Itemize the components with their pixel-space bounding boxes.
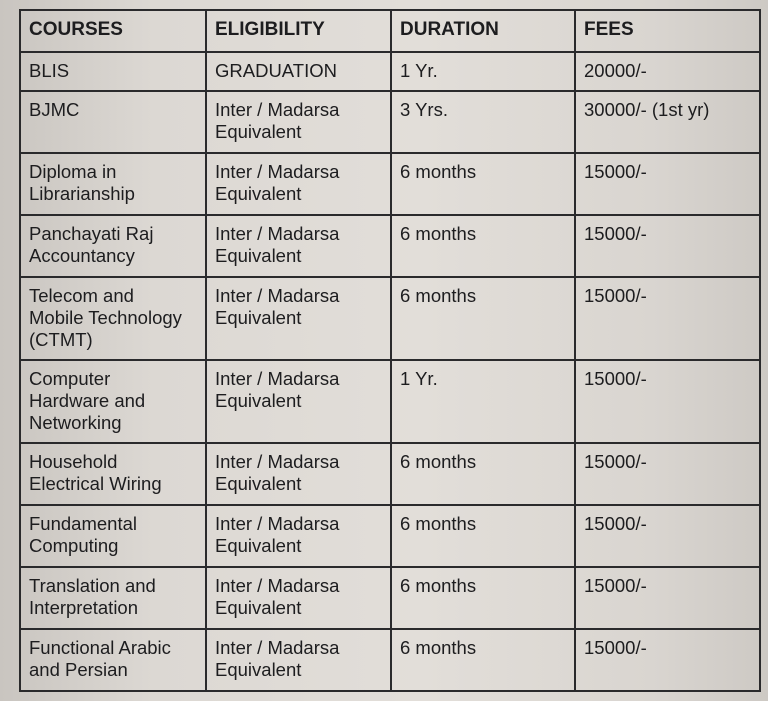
table-row	[20, 505, 760, 567]
course-cell	[20, 52, 206, 91]
duration-value: 6 months	[400, 285, 477, 306]
eligibility-cell	[206, 91, 391, 153]
fees-value: 15000/-	[584, 637, 647, 658]
eligibility-value: Inter / Madarsa Equivalent	[215, 99, 340, 142]
duration-value: 6 months	[400, 637, 477, 658]
courses-table	[19, 9, 761, 692]
fees-cell	[575, 505, 760, 567]
course-name: BLIS	[29, 60, 70, 81]
duration-value: 1 Yr.	[400, 60, 438, 81]
duration-cell	[391, 567, 575, 629]
course-cell	[20, 505, 206, 567]
duration-cell	[391, 360, 575, 443]
table-row	[20, 443, 760, 505]
eligibility-value: Inter / Madarsa Equivalent	[215, 368, 340, 411]
header-row	[20, 10, 760, 52]
course-cell	[20, 277, 206, 360]
duration-cell	[391, 277, 575, 360]
eligibility-cell	[206, 52, 391, 91]
fees-value: 30000/- (1st yr)	[584, 99, 710, 120]
fees-value: 15000/-	[584, 575, 647, 596]
header-fees: FEES	[575, 10, 760, 52]
eligibility-value: Inter / Madarsa Equivalent	[215, 637, 340, 680]
table-row	[20, 360, 760, 443]
course-name: Translation and Interpretation	[29, 575, 156, 618]
duration-value: 3 Yrs.	[400, 99, 448, 120]
duration-cell	[391, 505, 575, 567]
eligibility-value: Inter / Madarsa Equivalent	[215, 161, 340, 204]
course-name: Computer Hardware and Networking	[29, 368, 146, 433]
duration-value: 6 months	[400, 451, 477, 472]
fees-value: 15000/-	[584, 368, 647, 389]
duration-cell	[391, 91, 575, 153]
table-row	[20, 91, 760, 153]
fees-cell	[575, 277, 760, 360]
eligibility-value: Inter / Madarsa Equivalent	[215, 285, 340, 328]
duration-value: 1 Yr.	[400, 368, 438, 389]
header-duration: DURATION	[391, 10, 575, 52]
eligibility-value: Inter / Madarsa Equivalent	[215, 451, 340, 494]
fees-cell	[575, 215, 760, 277]
eligibility-cell	[206, 360, 391, 443]
eligibility-cell	[206, 443, 391, 505]
course-name: Functional Arabic and Persian	[29, 637, 171, 680]
fees-value: 15000/-	[584, 513, 647, 534]
table-row	[20, 215, 760, 277]
eligibility-value: GRADUATION	[215, 60, 337, 81]
duration-value: 6 months	[400, 161, 477, 182]
course-name: Fundamental Computing	[29, 513, 137, 556]
course-cell	[20, 91, 206, 153]
fees-value: 15000/-	[584, 285, 647, 306]
duration-cell	[391, 153, 575, 215]
duration-value: 6 months	[400, 575, 477, 596]
duration-value: 6 months	[400, 513, 477, 534]
eligibility-cell	[206, 215, 391, 277]
header-courses: COURSES	[20, 10, 206, 52]
fees-value: 15000/-	[584, 223, 647, 244]
duration-cell	[391, 443, 575, 505]
eligibility-cell	[206, 567, 391, 629]
eligibility-cell	[206, 505, 391, 567]
fees-cell	[575, 567, 760, 629]
course-name: Panchayati Raj Accountancy	[29, 223, 154, 266]
eligibility-cell	[206, 629, 391, 691]
fees-cell	[575, 443, 760, 505]
course-cell	[20, 629, 206, 691]
course-cell	[20, 360, 206, 443]
duration-cell	[391, 52, 575, 91]
eligibility-cell	[206, 153, 391, 215]
table-row	[20, 52, 760, 91]
duration-cell	[391, 215, 575, 277]
course-name: Diploma in Librarianship	[29, 161, 135, 204]
table-row	[20, 629, 760, 691]
duration-value: 6 months	[400, 223, 477, 244]
course-cell	[20, 567, 206, 629]
eligibility-value: Inter / Madarsa Equivalent	[215, 223, 340, 266]
course-cell	[20, 153, 206, 215]
fees-value: 20000/-	[584, 60, 647, 81]
fees-cell	[575, 91, 760, 153]
duration-cell	[391, 629, 575, 691]
fees-cell	[575, 52, 760, 91]
header-eligibility: ELIGIBILITY	[206, 10, 391, 52]
fees-value: 15000/-	[584, 161, 647, 182]
fees-cell	[575, 360, 760, 443]
course-cell	[20, 215, 206, 277]
eligibility-value: Inter / Madarsa Equivalent	[215, 575, 340, 618]
course-name: Household Electrical Wiring	[29, 451, 162, 494]
eligibility-value: Inter / Madarsa Equivalent	[215, 513, 340, 556]
fees-cell	[575, 629, 760, 691]
table-row	[20, 153, 760, 215]
table-row	[20, 277, 760, 360]
course-cell	[20, 443, 206, 505]
table-row	[20, 567, 760, 629]
fees-value: 15000/-	[584, 451, 647, 472]
eligibility-cell	[206, 277, 391, 360]
course-name: Telecom and Mobile Technology (CTMT)	[29, 285, 182, 350]
fees-cell	[575, 153, 760, 215]
course-name: BJMC	[29, 99, 80, 120]
